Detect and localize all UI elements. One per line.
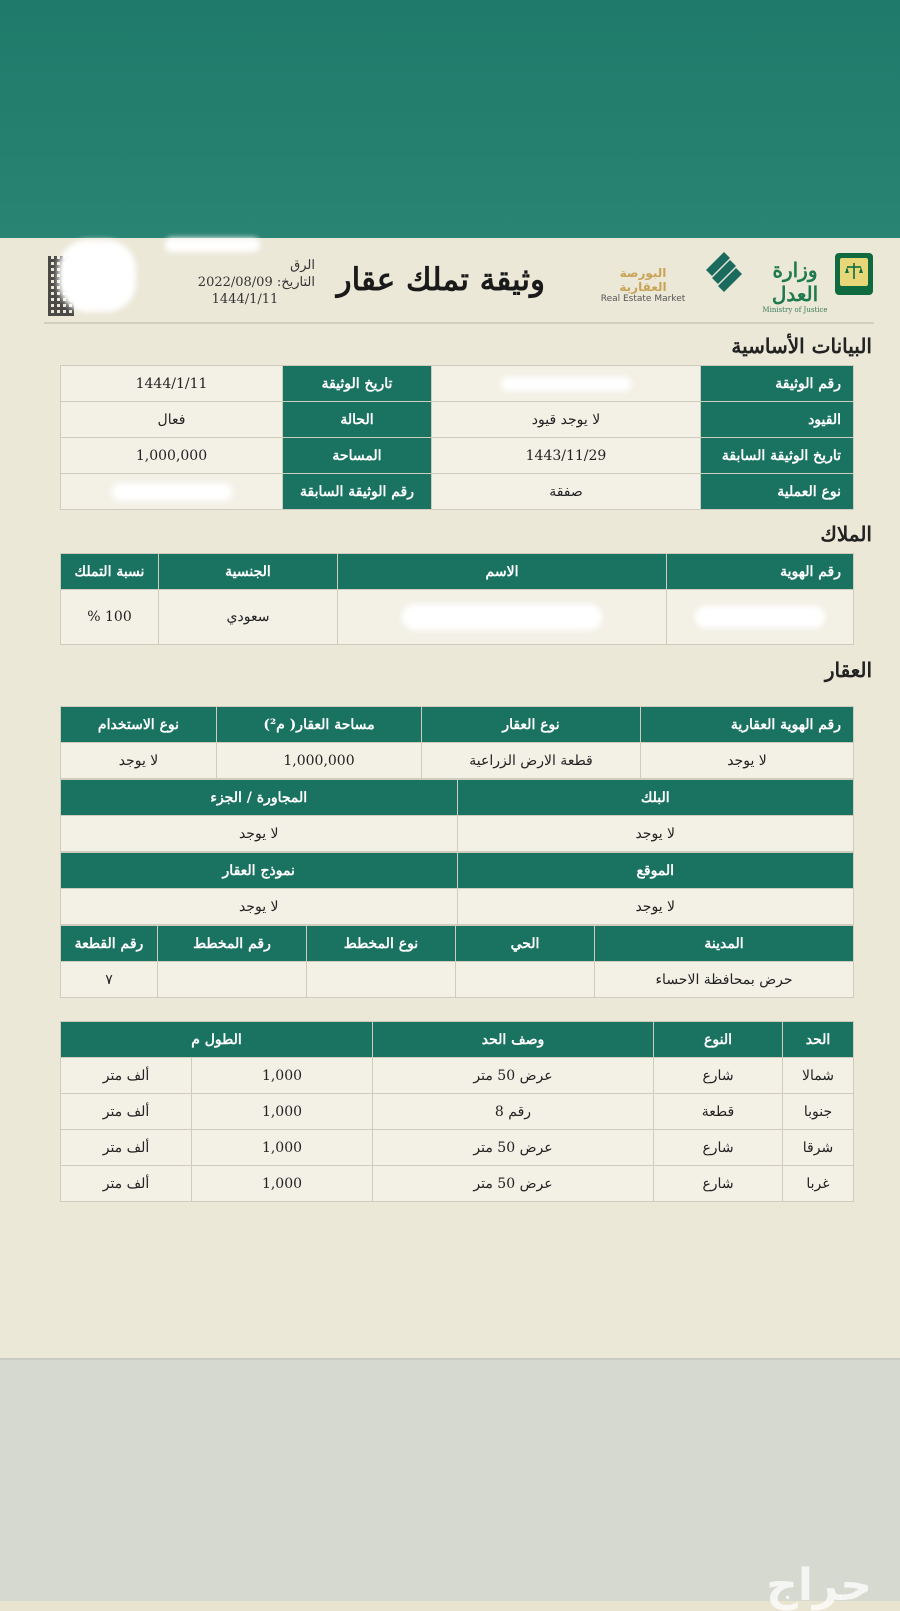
col-ownership: نسبة التملك <box>61 554 159 590</box>
district-value <box>456 962 595 998</box>
plan-type-value <box>307 962 456 998</box>
status-label: الحالة <box>283 402 432 438</box>
col-usage-type: نوع الاستخدام <box>61 707 217 743</box>
border-description: رقم 8 <box>373 1094 654 1130</box>
table-row <box>61 402 854 438</box>
col-property-area: مساحة العقار( م²) <box>217 707 422 743</box>
market-logo-ar: البورصة العقارية <box>619 266 667 294</box>
col-border: الحد <box>783 1022 854 1058</box>
table-row <box>61 1130 854 1166</box>
owner-name-value <box>338 590 667 645</box>
col-city: المدينة <box>595 926 854 962</box>
table-header-row <box>61 1022 854 1058</box>
market-emblem-icon <box>700 248 748 296</box>
border-direction: شمالا <box>783 1058 854 1094</box>
table-row <box>61 1166 854 1202</box>
col-property-type: نوع العقار <box>422 707 641 743</box>
table-header-row <box>61 707 854 743</box>
table-row <box>61 1094 854 1130</box>
table-row <box>61 889 854 925</box>
owners-table <box>60 553 854 645</box>
plan-number-value <box>158 962 307 998</box>
property-id-value: لا يوجد <box>641 743 854 779</box>
owner-ownership-value: 100 % <box>61 590 159 645</box>
meta-hijri: 1444/1/11 <box>211 292 279 307</box>
property-type-value: قطعة الارض الزراعية <box>422 743 641 779</box>
usage-type-value: لا يوجد <box>61 743 217 779</box>
prev-doc-date-value: 1443/11/29 <box>432 438 701 474</box>
doc-number-value <box>432 366 701 402</box>
col-length: الطول م <box>61 1022 373 1058</box>
restrictions-value: لا يوجد قيود <box>432 402 701 438</box>
status-value: فعال <box>61 402 283 438</box>
table-header-row <box>61 853 854 889</box>
property-table <box>60 706 854 779</box>
prev-doc-number-label: رقم الوثيقة السابقة <box>283 474 432 510</box>
col-id-number: رقم الهوية <box>667 554 854 590</box>
owner-id-value <box>667 590 854 645</box>
border-length: 1,000 <box>192 1094 373 1130</box>
table-row <box>61 474 854 510</box>
top-banner <box>0 0 900 238</box>
border-length: 1,000 <box>192 1130 373 1166</box>
owner-nationality-value: سعودي <box>159 590 338 645</box>
ministry-of-justice-logo <box>760 258 830 314</box>
market-logo-en: Real Estate Market <box>600 294 686 304</box>
border-type: قطعة <box>654 1094 783 1130</box>
property-area-value: 1,000,000 <box>217 743 422 779</box>
redacted-mark <box>165 238 260 252</box>
col-border-description: وصف الحد <box>373 1022 654 1058</box>
area-label: المساحة <box>283 438 432 474</box>
plot-number-value: ٧ <box>61 962 158 998</box>
table-row <box>61 816 854 852</box>
border-length: 1,000 <box>192 1058 373 1094</box>
area-value: 1,000,000 <box>61 438 283 474</box>
col-district: الحي <box>456 926 595 962</box>
border-length-words: ألف متر <box>61 1058 192 1094</box>
ministry-logo-ar: وزارة العدل <box>771 258 819 306</box>
doc-date-value: 1444/1/11 <box>61 366 283 402</box>
haraj-watermark: حراج <box>766 1560 872 1611</box>
city-value: حرض بمحافظة الاحساء <box>595 962 854 998</box>
col-name: الاسم <box>338 554 667 590</box>
prev-doc-number-value <box>61 474 283 510</box>
table-row <box>61 1058 854 1094</box>
col-plan-type: نوع المخطط <box>307 926 456 962</box>
table-row <box>61 590 854 645</box>
basic-data-table <box>60 365 854 510</box>
table-row <box>61 366 854 402</box>
header-divider <box>44 322 874 324</box>
justice-emblem-icon <box>835 253 873 295</box>
doc-number-label: رقم الوثيقة <box>701 366 854 402</box>
col-property-model: نموذج العقار <box>61 853 458 889</box>
border-direction: غربا <box>783 1166 854 1202</box>
location-value: لا يوجد <box>457 889 854 925</box>
table-header-row <box>61 926 854 962</box>
doc-date-label: تاريخ الوثيقة <box>283 366 432 402</box>
border-length-words: ألف متر <box>61 1130 192 1166</box>
table-header-row <box>61 780 854 816</box>
redacted-mark <box>58 240 136 312</box>
col-location: الموقع <box>457 853 854 889</box>
borders-table <box>60 1021 854 1202</box>
border-type: شارع <box>654 1166 783 1202</box>
owners-heading: الملاك <box>820 522 872 546</box>
document-meta <box>175 257 315 308</box>
restrictions-label: القيود <box>701 402 854 438</box>
operation-type-value: صفقة <box>432 474 701 510</box>
border-description: عرض 50 متر <box>373 1058 654 1094</box>
col-plan-number: رقم المخطط <box>158 926 307 962</box>
table-row <box>61 743 854 779</box>
meta-date: التاريخ: 2022/08/09 <box>197 275 315 290</box>
border-length-words: ألف متر <box>61 1094 192 1130</box>
property-model-value: لا يوجد <box>61 889 458 925</box>
real-estate-market-logo <box>594 266 692 304</box>
operation-type-label: نوع العملية <box>701 474 854 510</box>
neighborhood-part-value: لا يوجد <box>61 816 458 852</box>
col-block: البلك <box>457 780 854 816</box>
page-title: وثيقة تملك عقار <box>336 262 545 298</box>
city-table <box>60 925 854 998</box>
col-border-type: النوع <box>654 1022 783 1058</box>
table-header-row <box>61 554 854 590</box>
border-direction: جنوبا <box>783 1094 854 1130</box>
block-table <box>60 779 854 852</box>
col-property-id: رقم الهوية العقارية <box>641 707 854 743</box>
border-description: عرض 50 متر <box>373 1166 654 1202</box>
meta-number-label: الرق <box>290 258 315 273</box>
location-table <box>60 852 854 925</box>
col-neighborhood-part: المجاورة / الجزء <box>61 780 458 816</box>
ministry-logo-en: Ministry of Justice <box>762 306 828 314</box>
table-row <box>61 962 854 998</box>
block-value: لا يوجد <box>457 816 854 852</box>
bottom-area <box>0 1360 900 1601</box>
table-row <box>61 438 854 474</box>
border-description: عرض 50 متر <box>373 1130 654 1166</box>
col-plot-number: رقم القطعة <box>61 926 158 962</box>
col-nationality: الجنسية <box>159 554 338 590</box>
border-length-words: ألف متر <box>61 1166 192 1202</box>
border-type: شارع <box>654 1130 783 1166</box>
border-type: شارع <box>654 1058 783 1094</box>
property-heading: العقار <box>824 658 872 682</box>
basic-data-heading: البيانات الأساسية <box>731 334 872 358</box>
border-direction: شرقا <box>783 1130 854 1166</box>
border-length: 1,000 <box>192 1166 373 1202</box>
prev-doc-date-label: تاريخ الوثيقة السابقة <box>701 438 854 474</box>
